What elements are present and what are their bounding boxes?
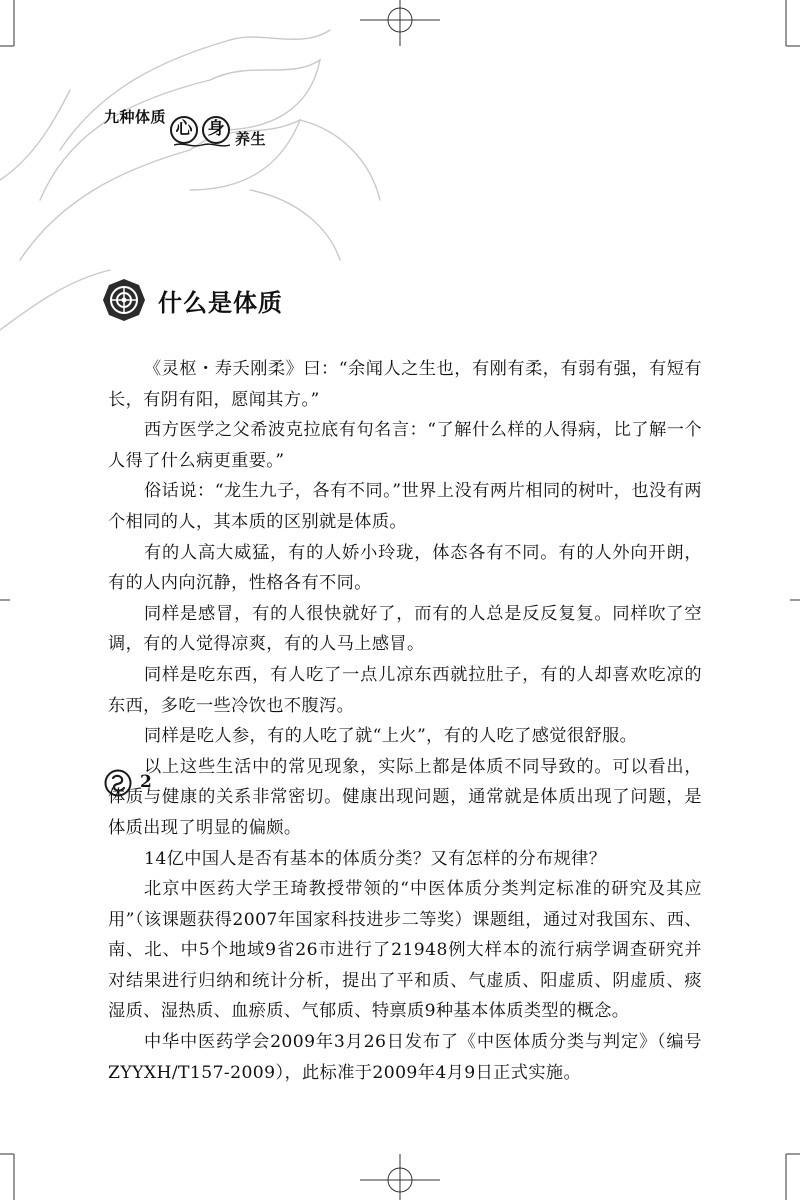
paragraph: 14亿中国人是否有基本的体质分类？又有怎样的分布规律？ [144, 848, 607, 869]
header-book-title-suffix: 养生 [235, 130, 267, 148]
header-seal-heart: 心 [170, 116, 198, 144]
knot-emblem-icon [102, 278, 146, 322]
paragraph: 中华中医药学会2009年3月26日发布了《中医体质分类与判定》（编号ZYYXH/T157-2009），此标准于2009年4月9日正式实施。 [108, 1032, 702, 1083]
paragraph: 以上这些生活中的常见现象，实际上都是体质不同导致的。可以看出，体质与健康的关系非常密切。健康出现问题，通常就是体质出现了问题，是体质出现了明显的偏颇。 [108, 756, 702, 838]
paragraph: 西方医学之父希波克拉底有句名言：“了解什么样的人得病，比了解一个人得了什么病更重要。” [108, 420, 702, 471]
paragraph: 《灵枢・寿夭刚柔》曰：“余闻人之生也，有刚有柔，有弱有强，有短有长，有阴有阳，愿闻其方。” [108, 359, 702, 410]
body-text [108, 354, 702, 1088]
header-book-title-prefix: 九种体质 [104, 108, 167, 126]
paragraph: 同样是吃人参，有的人吃了就“上火”，有的人吃了感觉很舒服。 [144, 726, 638, 747]
paragraph: 有的人高大威猛，有的人娇小玲珑，体态各有不同。有的人外向开朗，有的人内向沉静，性格各有不同。 [108, 542, 702, 594]
page-number: 2 [140, 772, 152, 792]
seal-ornament-icon [174, 142, 230, 148]
swirl-emblem-icon [104, 769, 132, 797]
paragraph: 同样是吃东西，有人吃了一点儿凉东西就拉肚子，有的人却喜欢吃凉的东西，多吃一些冷饮也不腹泻。 [108, 664, 702, 716]
header-seal-body: 身 [202, 116, 230, 144]
paragraph: 同样是感冒，有的人很快就好了，而有的人总是反反复复。同样吹了空调，有的人觉得凉爽，有的人马上感冒。 [108, 603, 702, 655]
paragraph: 俗话说：“龙生九子，各有不同。”世界上没有两片相同的树叶，也没有两个相同的人，其本质的区别就是体质。 [108, 481, 702, 532]
section-title: 什么是体质 [158, 289, 283, 317]
paragraph: 北京中医药大学王琦教授带领的“中医体质分类判定标准的研究及其应用”（该课题获得2007年国家科技进步二等奖）课题组，通过对我国东、西、南、北、中5个地域9省26市进行了21948例大样本的流行病学调查研究并对结果进行归纳和统计分析，提出了平和质、气虚质、阳虚质、阴虚质、痰湿质、湿热质、血瘀质、气郁质、特禀质9种基本体质类型的概念。 [108, 879, 702, 1022]
